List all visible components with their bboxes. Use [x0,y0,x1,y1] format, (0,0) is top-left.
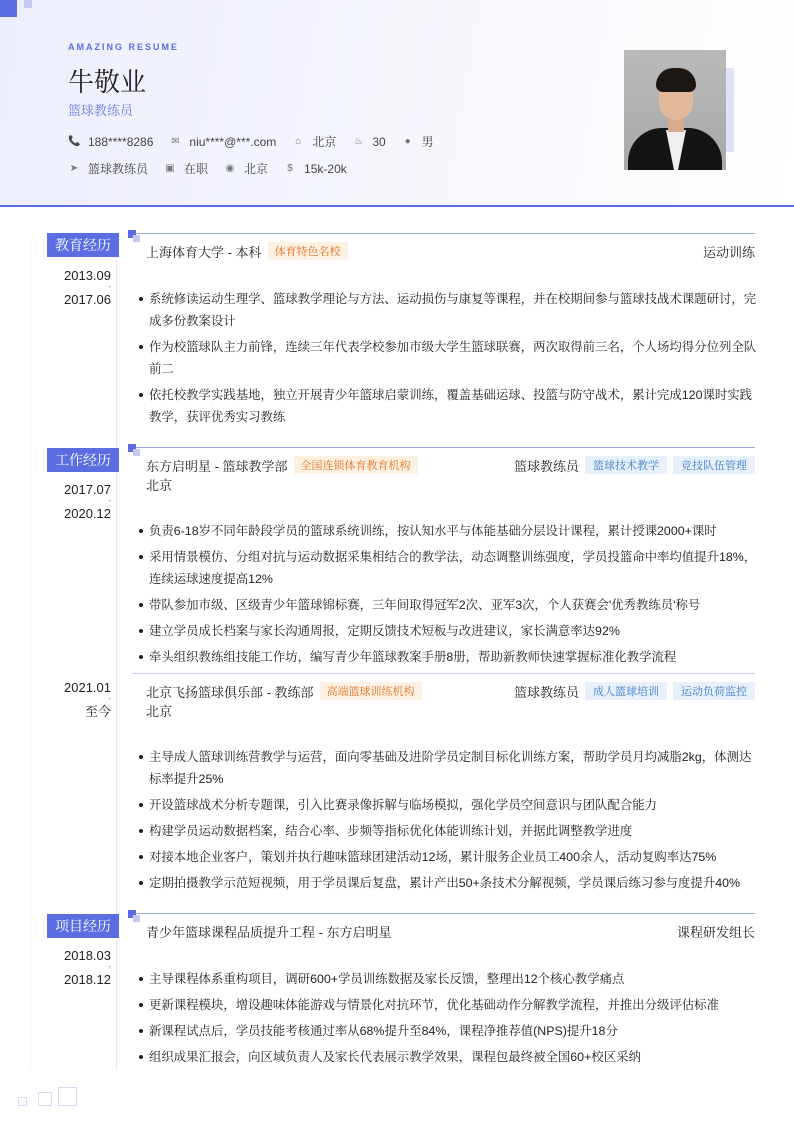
project-bullets [138,968,758,1072]
intent-info [68,160,148,177]
list-item: 作为校篮球队主力前锋，连续三年代表学校参加市级大学生篮球联赛，两次取得前三名，个人场均得分位列全队前二 [138,336,758,380]
status-info [164,160,208,177]
date-end: 2018.12 [64,972,111,987]
project-head [146,921,755,941]
decor-square [18,1097,27,1106]
job-intent-row [68,160,363,177]
phone-info [68,135,153,149]
decor-square [38,1092,52,1106]
contact-row [68,133,450,150]
date-end: 2020.12 [64,506,111,521]
major: 运动训练 [702,244,755,260]
list-item: 更新课程模块，增设趣味体能游戏与情景化对抗环节，优化基础动作分解教学流程，并推出分级评估标准 [138,994,758,1016]
entry-divider [132,673,755,674]
briefcase-icon: ▣ [165,163,175,174]
candidate-name: 牛敬业 [68,67,147,97]
decor-square [0,0,17,17]
candidate-title: 篮球教练员 [68,103,134,118]
company-name: 东方启明星 - 篮球教学部 [146,458,288,474]
job1-bullets [138,520,758,672]
date-start: 2018.03 [64,948,111,963]
date-start: 2021.01 [64,680,111,695]
location-icon: ◉ [225,163,235,174]
left-guide-line [30,240,31,1070]
section-rule [136,913,755,914]
phone-icon: 📞 [68,136,81,147]
list-item: 采用情景模仿、分组对抗与运动数据采集相结合的教学法，动态调整训练强度，学员投篮命中率均值提升18%，连续运球速度提高12% [138,546,758,590]
list-item: 开设篮球战术分析专题课，引入比赛录像拆解与临场模拟，强化学员空间意识与团队配合能力 [138,794,758,816]
decor-square-small [24,0,32,8]
city-info [224,160,268,177]
salary-info [284,162,347,176]
job-location: 北京 [146,478,173,493]
decor-square [58,1087,77,1106]
job2-head [146,681,755,701]
company-name: 北京飞扬篮球俱乐部 - 教练部 [146,684,314,700]
education-bullets [138,288,758,432]
phone-text: 188****8286 [88,134,154,149]
section-title-education: 教育经历 [47,233,119,257]
date-start: 2013.09 [64,268,111,283]
status-text: 在职 [184,162,209,176]
school-name: 上海体育大学 - 本科 [146,244,262,260]
section-title-work: 工作经历 [47,448,119,472]
gender-text: 男 [421,135,434,149]
list-item: 负责6-18岁不同年龄段学员的篮球系统训练，按认知水平与体能基础分层设计课程，累计授课2000+课时 [138,520,758,542]
list-item: 带队参加市级、区级青少年篮球锦标赛，三年间取得冠军2次、亚军3次，个人获赛会'优秀教练员'称号 [138,594,758,616]
list-item: 系统修读运动生理学、篮球教学理论与方法、运动损伤与康复等课程，并在校期间参与篮球技战术课题研讨，完成多份教案设计 [138,288,758,332]
list-item: 新课程试点后，学员技能考核通过率从68%提升至84%，课程净推荐值(NPS)提升18分 [138,1020,758,1042]
list-item: 依托校教学实践基地，独立开展青少年篮球启蒙训练，覆盖基础运球、投篮与防守战术，累计完成120课时实践教学，获评优秀实习教练 [138,384,758,428]
school-tag: 体育特色名校 [268,242,348,260]
job1-dates: 2017.07 - 2020.12 [64,478,111,526]
job2-dates: 2021.01 - 至今 [64,676,111,724]
salary-icon: $ [287,163,293,174]
home-icon: ⌂ [295,136,302,147]
salary-text: 15k-20k [304,161,347,176]
company-tag: 全国连锁体育教育机构 [294,456,418,474]
section-rule [136,447,755,448]
section-title-project: 项目经历 [47,914,119,938]
age-text: 30 [372,134,386,149]
list-item: 主导课程体系重构项目，调研600+学员训练数据及家长反馈，整理出12个核心教学痛点 [138,968,758,990]
list-item: 组织成果汇报会，向区域负责人及家长代表展示教学效果，课程包最终被全国60+校区采纳 [138,1046,758,1068]
city-text: 北京 [244,162,269,176]
age-info [352,135,385,149]
timeline-line [116,240,117,1070]
mail-icon: ✉ [171,136,180,147]
job-role: 篮球教练员 [513,684,579,700]
home-info [292,133,336,150]
job1-head [146,455,755,475]
skill-tag: 竞技队伍管理 [673,456,755,474]
date-end: 至今 [84,704,111,719]
list-item: 构建学员运动数据档案，结合心率、步频等指标优化体能训练计划，并据此调整教学进度 [138,820,758,842]
list-item: 对接本地企业客户，策划并执行趣味篮球团建活动12场，累计服务企业员工400余人，活动复购率达75% [138,846,758,868]
project-role: 课程研发组长 [676,924,755,940]
skill-tag: 篮球技术教学 [585,456,667,474]
email-text: niu****@***.com [189,134,277,149]
section-marker-light [133,235,140,242]
skill-tag: 成人篮球培训 [585,682,667,700]
education-dates: 2013.09 - 2017.06 [64,264,111,312]
job2-bullets [138,746,758,898]
date-end: 2017.06 [64,292,111,307]
list-item: 建立学员成长档案与家长沟通周报，定期反馈技术短板与改进建议，家长满意率达92% [138,620,758,642]
resume-tagline: AMAZING RESUME [68,42,179,52]
job-role: 篮球教练员 [513,458,579,474]
resume-header [0,0,794,207]
gender-icon: ● [404,136,411,147]
education-entry-head [146,241,755,261]
list-item: 定期拍摄教学示范短视频，用于学员课后复盘，累计产出50+条技术分解视频，学员课后练习参与度提升40% [138,872,758,894]
cake-icon: ♨ [353,136,363,147]
section-rule [136,233,755,234]
section-marker-light [133,915,140,922]
intent-text: 篮球教练员 [88,162,149,176]
send-icon: ➤ [69,163,79,174]
home-text: 北京 [312,135,337,149]
email-info [169,135,276,149]
date-start: 2017.07 [64,482,111,497]
candidate-photo [624,50,726,170]
list-item: 主导成人篮球训练营教学与运营，面向零基础及进阶学员定制目标化训练方案，帮助学员月均减脂2kg，体测达标率提升25% [138,746,758,790]
list-item: 牵头组织教练组技能工作坊，编写青少年篮球教案手册8册，帮助新教师快速掌握标准化教学流程 [138,646,758,668]
company-tag: 高端篮球训练机构 [320,682,422,700]
gender-info [402,133,434,150]
project-name: 青少年篮球课程品质提升工程 - 东方启明星 [146,924,392,940]
skill-tag: 运动负荷监控 [673,682,755,700]
project-dates: 2018.03 - 2018.12 [64,944,111,992]
job-location: 北京 [146,704,173,719]
section-marker-light [133,449,140,456]
